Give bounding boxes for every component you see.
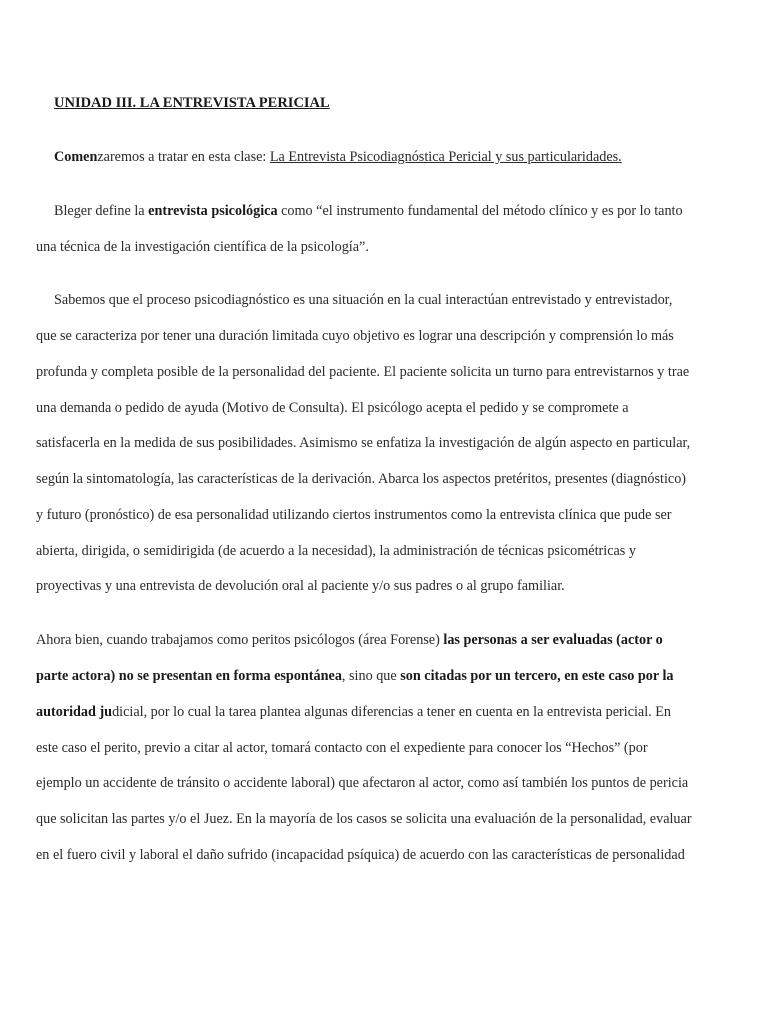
p3-line-2: que se caracteriza por tener una duración limitada cuyo objetivo es lograr una descripción y comprensión lo más: [36, 328, 674, 344]
bleger-bold: entrevista psicológica: [148, 203, 278, 219]
p4-line-1: [36, 631, 663, 649]
intro-paragraph: [54, 148, 622, 166]
p4-bold-a: las personas a ser evaluadas (actor o: [443, 632, 663, 648]
p4-line-2: [36, 667, 673, 685]
bleger-line-1: [54, 202, 683, 220]
p3-line-6: según la sintomatología, las características de la derivación. Abarca los aspectos pretéritos, presentes (diagnóstico): [36, 471, 687, 487]
bleger-text-b: como “el instrumento fundamental del método clínico y es por lo tanto: [277, 203, 683, 219]
p4-text-b: , sino que: [341, 668, 401, 684]
p4-line-3: [36, 703, 671, 721]
p4-text-c: dicial, por lo cual la tarea plantea algunas diferencias a tener en cuenta en la entrevista pericial. En: [112, 704, 672, 720]
intro-bold: Comen: [54, 149, 98, 165]
p4-line-4: este caso el perito, previo a citar al actor, tomará contacto con el expediente para conocer los “Hechos” (por: [36, 740, 648, 756]
p3-line-7: y futuro (pronóstico) de esa personalidad utilizando ciertos instrumentos como la entrevista clínica que pude ser: [36, 507, 672, 523]
intro-text: zaremos a tratar en esta clase:: [97, 149, 270, 165]
bleger-line-2: una técnica de la investigación científica de la psicología”.: [36, 239, 369, 255]
p3-line-3: profunda y completa posible de la personalidad del paciente. El paciente solicita un turno para entrevistarnos y trae: [36, 364, 690, 380]
bleger-text-a: Bleger define la: [54, 203, 149, 219]
p3-line-8: abierta, dirigida, o semidirigida (de acuerdo a la necesidad), la administración de técnicas psicométricas y: [36, 543, 636, 559]
p3-line-4: una demanda o pedido de ayuda (Motivo de Consulta). El psicólogo acepta el pedido y se compromete a: [36, 400, 629, 416]
p4-text-a: Ahora bien, cuando trabajamos como peritos psicólogos (área Forense): [36, 632, 444, 648]
p4-line-5: ejemplo un accidente de tránsito o accidente laboral) que afectaron al actor, como así también los puntos de pericia: [36, 775, 689, 791]
p4-bold-d: autoridad ju: [36, 704, 113, 720]
p4-line-7: en el fuero civil y laboral el daño sufrido (incapacidad psíquica) de acuerdo con las características de personalidad: [36, 847, 685, 863]
page-title: UNIDAD III. LA ENTREVISTA PERICIAL: [54, 95, 330, 111]
p4-line-6: que solicitan las partes y/o el Juez. En la mayoría de los casos se solicita una evaluación de la personalidad, evaluar: [36, 811, 692, 827]
intro-underlined-topic: La Entrevista Psicodiagnóstica Pericial y sus particularidades.: [269, 149, 622, 165]
p4-bold-c: son citadas por un tercero, en este caso por la: [400, 668, 674, 684]
p4-bold-b: parte actora) no se presentan en forma espontánea: [36, 668, 342, 684]
p3-line-5: satisfacerla en la medida de sus posibilidades. Asimismo se enfatiza la investigación de algún aspecto en particular,: [36, 435, 691, 451]
p3-line-9: proyectivas y una entrevista de devolución oral al paciente y/o sus padres o al grupo familiar.: [36, 578, 565, 594]
p3-line-1: Sabemos que el proceso psicodiagnóstico es una situación en la cual interactúan entrevistado y entrevistador,: [54, 292, 673, 308]
